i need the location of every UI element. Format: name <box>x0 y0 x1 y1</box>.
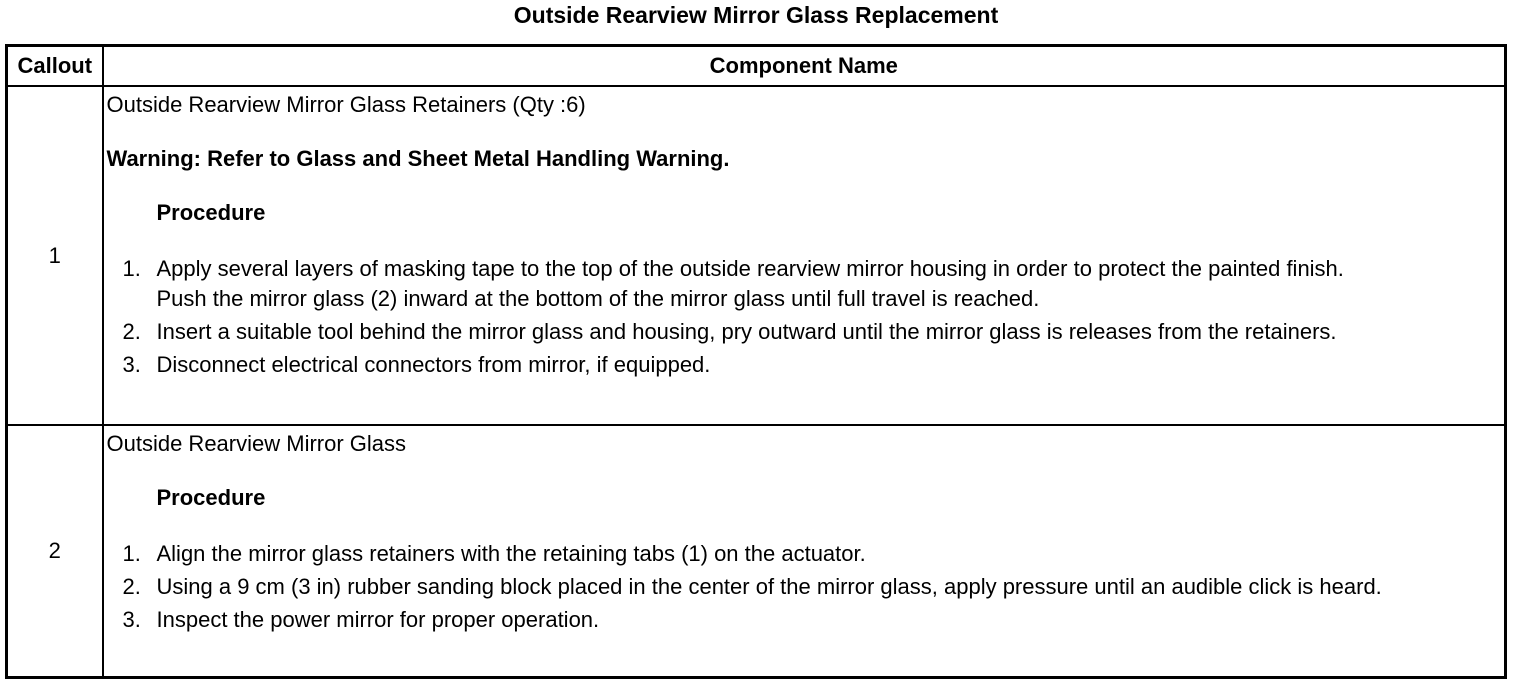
component-name-header: Component Name <box>103 46 1506 87</box>
step-number: 1. <box>122 541 141 566</box>
step-text: Insert a suitable tool behind the mirror glass and housing, pry outward until the mirror glass is releases from the retainers. <box>156 319 1337 344</box>
step-number: 1. <box>122 256 141 281</box>
step-text: Apply several layers of masking tape to the top of the outside rearview mirror housing in order to protect the painted finish. <box>156 256 1344 281</box>
warning-text: Warning: Refer to Glass and Sheet Metal Handling Warning. <box>106 146 730 171</box>
component-cell <box>103 86 1506 425</box>
component-name: Outside Rearview Mirror Glass Retainers (Qty :6) <box>106 92 586 117</box>
table-row <box>7 86 1506 425</box>
procedure-heading: Procedure <box>156 485 266 510</box>
callout-number: 2 <box>7 425 103 678</box>
step-subtext: Push the mirror glass (2) inward at the bottom of the mirror glass until full travel is reached. <box>156 286 1040 311</box>
step-number: 2. <box>122 574 141 599</box>
table-row <box>7 425 1506 678</box>
procedure-step <box>107 539 1497 569</box>
callout-header: Callout <box>7 46 103 87</box>
component-name: Outside Rearview Mirror Glass <box>106 431 407 456</box>
step-text: Align the mirror glass retainers with the retaining tabs (1) on the actuator. <box>156 541 866 566</box>
procedure-step <box>107 605 1497 635</box>
step-number: 2. <box>122 319 141 344</box>
procedure-steps <box>107 254 1497 380</box>
component-cell <box>103 425 1506 678</box>
procedure-step <box>107 254 1497 314</box>
procedure-step <box>107 350 1497 380</box>
step-number: 3. <box>122 352 141 377</box>
procedure-steps <box>107 539 1497 635</box>
callout-number: 1 <box>7 86 103 425</box>
procedure-step <box>107 572 1497 602</box>
callout-table <box>5 44 1507 679</box>
step-text: Inspect the power mirror for proper operation. <box>156 607 600 632</box>
page-title: Outside Rearview Mirror Glass Replacement <box>513 2 999 28</box>
procedure-step <box>107 317 1497 347</box>
step-text: Disconnect electrical connectors from mirror, if equipped. <box>156 352 711 377</box>
step-text: Using a 9 cm (3 in) rubber sanding block placed in the center of the mirror glass, apply pressure until an audible click is heard. <box>156 574 1382 599</box>
procedure-heading: Procedure <box>156 200 266 225</box>
table-header-row <box>7 46 1506 87</box>
step-number: 3. <box>122 607 141 632</box>
